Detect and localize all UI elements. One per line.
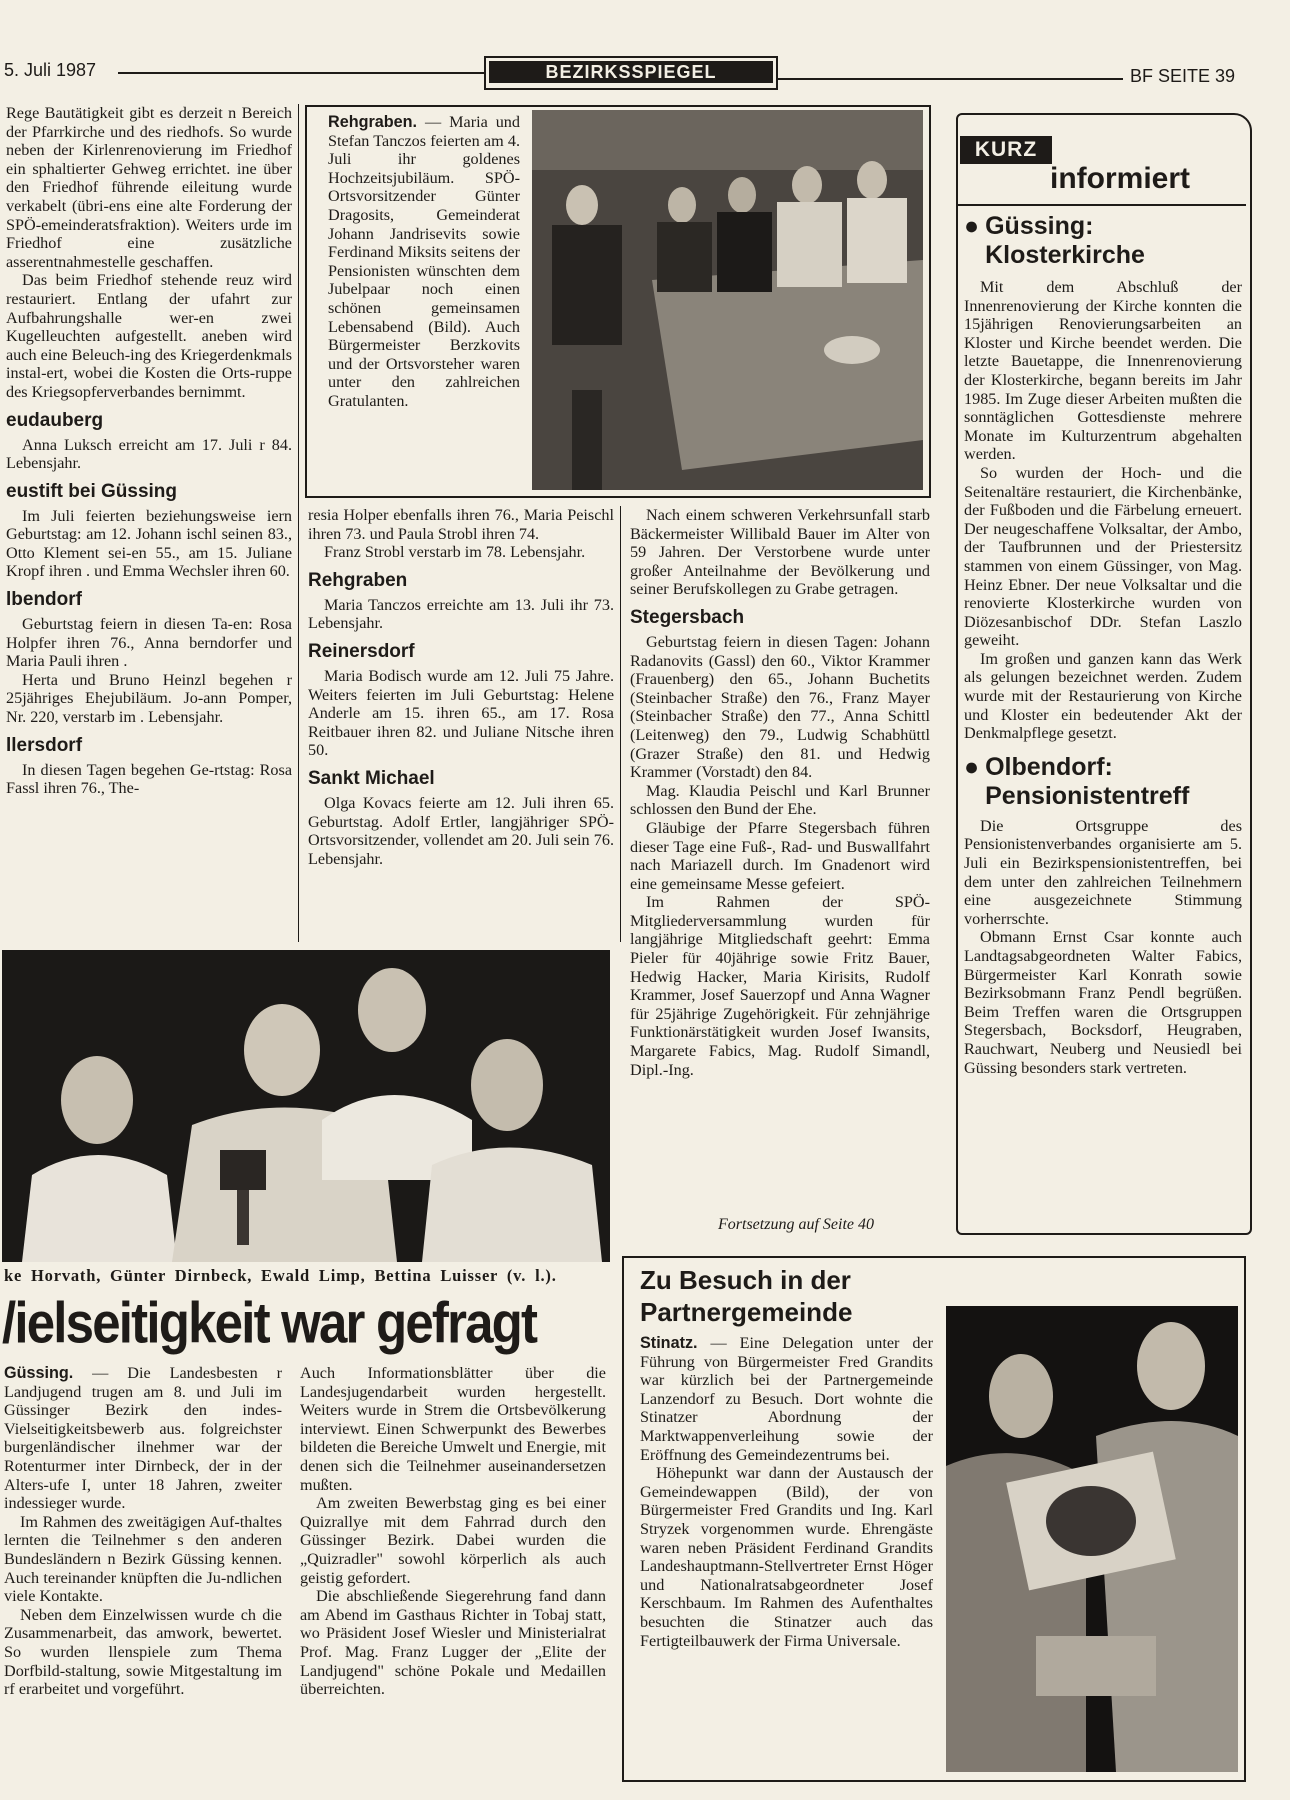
paragraph: Im großen und ganzen kann das Werk als gelungen bezeichnet werden. Zudem wurde mit der Restaurierung von Kirche und Kloster ein bedeutender Akt der Denkmalpflege gesetzt. xyxy=(964,649,1242,743)
paragraph: In diesen Tagen begehen Ge-rtstag: Rosa Fassl ihren 76., The- xyxy=(6,760,292,798)
paragraph: Gläubige der Pfarre Stegersbach führen dieser Tage eine Fuß-, Rad- und Buswallfahrt nach Mariazell durch. Im Gnadenort wird eine gemeinsame Messe gefeiert. xyxy=(630,818,930,893)
lead-word: Rehgraben. xyxy=(328,113,418,131)
locality-heading: Reinersdorf xyxy=(308,640,415,662)
paragraph: Im Juli feierten beziehungsweise iern Geburtstag: am 12. Johann ischl seinen 83., Otto Klement sei-en 55., am 15. Juliane Kropf ihren . und Emma Wechsler ihren 60. xyxy=(6,506,292,581)
column-divider xyxy=(620,506,621,942)
rehgraben-caption xyxy=(328,113,520,411)
kurz-heading xyxy=(964,212,1242,270)
kurz-title-rule xyxy=(958,204,1246,206)
article-column-2 xyxy=(300,1364,606,1699)
paragraph: Höhepunkt war dann der Austausch der Gemeindewappen (Bild), der von Bürgermeister Fred Grandits und Ing. Karl Stryzek vorgenommen wurde. Ehrengäste waren neben Präsident Ferdinand Grandits Landeshauptmann-Stellvertreter Ernst Höger und Nationalratsabgeordneter Josef Kerschbaum. Im Rahmen des Aufenthaltes besuchten die Stinatzer auch das Fertigteilbauwerk der Firma Universale. xyxy=(640,1464,933,1650)
locality-heading: Sankt Michael xyxy=(308,767,435,789)
article-headline: /ielseitigkeit war gefragt xyxy=(2,1291,537,1355)
lead-word: Güssing. xyxy=(4,1364,74,1382)
locality-heading: Stegersbach xyxy=(630,606,745,628)
paragraph: Rege Bautätigkeit gibt es derzeit n Bereich der Pfarrkirche und des riedhofs. So wurde neben der Kirlenrenovierung im Friedhof ein sphaltierter Gehweg errichtet. ine über den Friedhof führende eileitung wurde verkabelt (übri-ens eine alte Forderung der SPÖ-emeinderatsfraktion). Weiters urde im Friedhof eine zusätzliche asserentnahmestelle geschaffen. xyxy=(6,104,292,271)
kurz-heading xyxy=(964,753,1242,811)
zu-besuch-headline: Zu Besuch in der Partnergemeinde xyxy=(640,1265,853,1327)
paragraph: Mag. Klaudia Peischl und Karl Brunner schlossen den Bund der Ehe. xyxy=(630,781,930,819)
zu-besuch-column xyxy=(640,1334,933,1650)
column-2 xyxy=(308,506,614,868)
paragraph: Mit dem Abschluß der Innenrenovierung der Kirche konnten die 15jährigen Renovierungsarbeiten an Kloster und Kirche beendet werden. Die letzte Bauetappe, die Innenrenovierung der Klosterkirche, begann bereits im Jahr 1985. Im Zuge dieser Arbeiten mußten die sonntäglichen Gottesdienste mehrere Monate im Kulturzentrum abgehalten werden. xyxy=(964,278,1242,464)
paragraph: Im Rahmen der SPÖ-Mitgliederversammlung wurden für langjährige Mitgliedschaft geehrt: Emma Pieler für 40jährige sowie Fritz Bauer, Hedwig Hacker, Maria Kirisits, Rudolf Krammer, Josef Sauerzopf und Anna Wagner für 25jährige Zugehörigkeit. Für zehnjährige Funktionärstätigkeit wurden Josef Iwansits, Margarete Fabics, Mag. Rudolf Simandl, Dipl.-Ing. xyxy=(630,893,930,1079)
article-column-1 xyxy=(4,1364,282,1699)
paragraph: Die Ortsgruppe des Pensionistenverbandes organisierte am 5. Juli ein Bezirkspensionistentreffen, bei dem unter den zahlreichen Teilnehmern eine ausgezeichnete Stimmung vorherrschte. xyxy=(964,816,1242,928)
kurz-heading-text: Olbendorf: Pensionistentreff xyxy=(985,752,1190,810)
paragraph: Das beim Friedhof stehende reuz wird restauriert. Entlang der ufahrt zur Aufbahrungshalle wer-en zwei Kugelleuchten aufgestellt. aneben wird auch eine Beleuch-ing des Kriegerdenkmals instal-ert, wobei die Kosten die Orts-ruppe des Kriegsopferverbandes bernimmt. xyxy=(6,271,292,401)
paragraph: Auch Informationsblätter über die Landesjugendarbeit wurden hergestellt. Weiters wurde in Strem die Ortsbevölkerung interviewt. Einen Schwerpunkt des Bewerbes bildeten die Bereiche Umwelt und Energie, mit denen sich die Teilnehmer auseinandersetzen mußten. xyxy=(300,1364,606,1494)
paragraph: Geburtstag feiern in diesen Ta-en: Rosa Holpfer ihren 76., Anna berndorfer und Maria Pauli ihren . xyxy=(6,615,292,671)
page-number: BF SEITE 39 xyxy=(1130,66,1236,86)
bullet-icon: ● xyxy=(964,752,980,781)
locality-heading: llersdorf xyxy=(6,734,83,756)
caption-text: — Maria und Stefan Tanczos feierten am 4. Juli ihr goldenes Hochzeitsjubiläum. SPÖ-Ortsvorsitzender Günter Dragosits, Gemeinderat Johann Jandrisevits sowie Ferdinand Miksits seitens der Pensionisten wünschten dem Jubelpaar noch einen schönen gemeinsamen Lebensabend (Bild). Auch Bürgermeister Berzkovits und der Ortsvorsteher waren unter den zahlreichen Gratulanten. xyxy=(328,113,520,410)
header-rule-right xyxy=(778,78,1123,80)
photo-caption: ke Horvath, Günter Dirnbeck, Ewald Limp, Bettina Luisser (v. l.). xyxy=(4,1266,557,1285)
issue-date: 5. Juli 1987 xyxy=(4,60,97,80)
paragraph: Im Rahmen des zweitägigen Auf-thaltes lernten die Teilnehmer s den anderen Bundesländern n Bezirk Güssing kennen. Auch tereinander knüpften die Ju-ndlichen viele Kontakte. xyxy=(4,1512,282,1606)
coat-of-arms-exchange-photo xyxy=(946,1306,1238,1772)
section-banner xyxy=(484,56,778,90)
paragraph: Maria Bodisch wurde am 12. Juli 75 Jahre. Weiters feierten im Juli Geburtstag: Helene Anderle am 15. ihren 65., am 17. Rosa Reitbauer ihren 82. und Juliane Nitsche ihren 50. xyxy=(308,666,614,760)
locality-heading: Rehgraben xyxy=(308,569,408,591)
continued-note: Fortsetzung auf Seite 40 xyxy=(718,1216,874,1233)
column-3 xyxy=(630,506,930,1079)
paragraph: Am zweiten Bewerbstag ging es bei einer Quizrallye mit dem Fahrrad durch den Güssinger Bezirk. Dabei wurden die „Quizradler" sowohl körperlich als auch geistig gefordert. xyxy=(300,1494,606,1587)
kurz-title: informiert xyxy=(1050,162,1191,195)
paragraph: Die abschließende Siegerehrung fand dann am Abend im Gasthaus Richter in Tobaj statt, wo Präsident Josef Wiesler und Ministerialrat Prof. Mag. Franz Lugger der „Elite der Landjugend" schöne Pokale und Medaillen überreichten. xyxy=(300,1587,606,1699)
kurz-heading-text: Güssing: Klosterkirche xyxy=(985,212,1145,269)
paragraph: Neben dem Einzelwissen wurde ch die Zusammenarbeit, das amwork, bewertet. So wurden llenspiele zum Thema Dorfbild-staltung, sowie Mitgestaltung im rf erarbeitet und vorgeführt. xyxy=(4,1605,282,1699)
paragraph: resia Holper ebenfalls ihren 76., Maria Peischl ihren 73. und Paula Strobl ihren 74. xyxy=(308,506,614,543)
column-1 xyxy=(6,104,292,798)
paragraph: Franz Strobl verstarb im 78. Lebensjahr. xyxy=(324,543,586,562)
column-divider xyxy=(298,104,299,942)
paragraph: Nach einem schweren Verkehrsunfall starb Bäckermeister Willibald Bauer im Alter von 59 Jahren. Der Verstorbene wurde unter großer Anteilnahme der Bevölkerung und seiner Berufskollegen zu Grabe getragen. xyxy=(630,506,930,599)
locality-heading: eudauberg xyxy=(6,409,104,431)
article-text: — Die Landesbesten r Landjugend trugen am 8. und Juli im Güssinger Bezirk den indes-Vielseitigkeitsbewerb aus. folgreichster burgenländischer ilnehmer war der Rotenturmer inter Dirnbeck, der in der Alters-ufe I, unter 18 Jahren, zweiter indessieger wurde. xyxy=(4,1364,282,1513)
lead-word: Stinatz. xyxy=(640,1334,698,1352)
youth-group-photo xyxy=(2,950,610,1262)
kurz-badge: KURZ xyxy=(960,136,1052,164)
paragraph: Herta und Bruno Heinzl begehen r 25jähriges Ehejubiläum. Jo-ann Pomper, Nr. 220, verstarb im . Lebensjahr. xyxy=(6,670,292,727)
anniversary-photo xyxy=(532,110,923,490)
bullet-icon: ● xyxy=(964,212,980,240)
article-text: — Eine Delegation unter der Führung von Bürgermeister Fred Grandits war kürzlich bei der Partnergemeinde Lanzendorf zu Besuch. Dort wohnte die Stinatzer Abordnung der Marktwappenverleihung sowie der Eröffnung des Gemeindezentrums bei. xyxy=(640,1334,933,1464)
paragraph: Anna Luksch erreicht am 17. Juli r 84. Lebensjahr. xyxy=(6,435,292,473)
paragraph: Olga Kovacs feierte am 12. Juli ihren 65. Geburtstag. Adolf Ertler, langjähriger SPÖ-Ortsvorsitzender, vollendet am 20. Juli sein 76. Lebensjahr. xyxy=(308,793,614,868)
section-title: BEZIRKSSPIEGEL xyxy=(489,61,773,83)
locality-heading: lbendorf xyxy=(6,589,82,611)
header-rule-left xyxy=(118,72,484,74)
locality-heading: eustift bei Güssing xyxy=(6,480,178,502)
paragraph: Geburtstag feiern in diesen Tagen: Johann Radanovits (Gassl) den 60., Viktor Krammer (Frauenberg) den 65., Johann Buchetits (Steinbacher Straße) den 76., Franz Mayer (Steinbacher Straße) den 77., Anna Schittl (Leitenweg) den 79., Ludwig Schabhüttl (Grazer Straße) den 81. und Hedwig Krammer (Vorstadt) den 84. xyxy=(630,632,930,782)
kurz-column xyxy=(964,210,1242,1077)
paragraph: So wurden der Hoch- und die Seitenaltäre restauriert, die Kirchenbänke, der Fußboden und die Färbelung erneuert. Der neugeschaffene Volksaltar, der Ambo, der Taufbrunnen und der Priestersitz stammen von einem Güssinger, von Mag. Heinz Ebner. Der neue Volksaltar und die renovierte Klosterkirche wurden von Diözesanbischof DDr. Stefan Laszlo geweiht. xyxy=(964,463,1242,650)
paragraph: Obmann Ernst Csar konnte auch Landtagsabgeordneten Walter Fabics, Bürgermeister Karl Konrath sowie Bezirksobmann Franz Pendl begrüßen. Beim Treffen waren die Ortsgruppen Stegersbach, Bocksdorf, Heugraben, Rauchwart, Neuberg und Neusiedl bei Güssing besonders stark vertreten. xyxy=(964,928,1242,1077)
paragraph: Maria Tanczos erreichte am 13. Juli ihr 73. Lebensjahr. xyxy=(308,595,614,633)
